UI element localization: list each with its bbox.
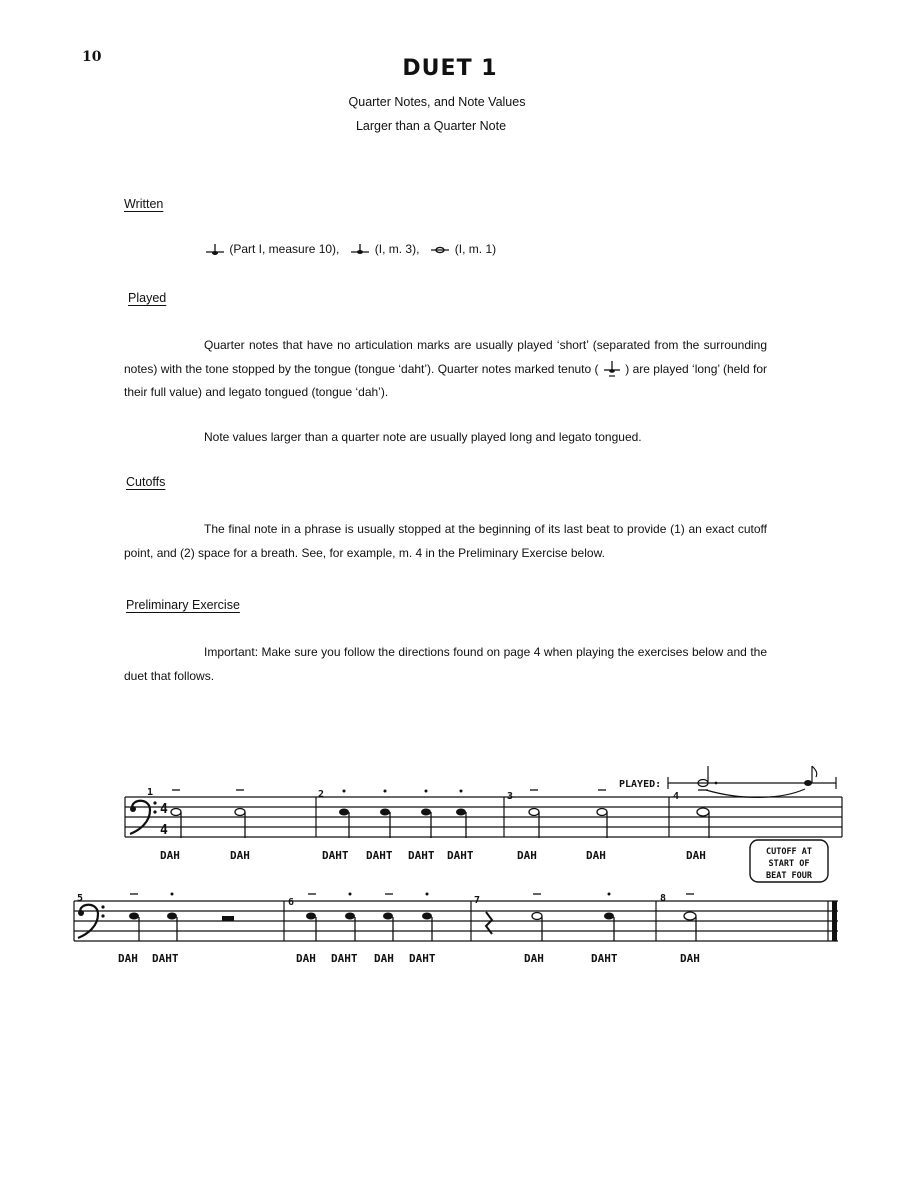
quarter-note (383, 913, 393, 920)
syllable: DAHT (331, 952, 358, 965)
half-note (171, 809, 181, 816)
syllable: DAHT (152, 952, 179, 965)
played-label: PLAYED: (619, 779, 662, 790)
staccato-dot (384, 790, 387, 793)
staff-row-2 (74, 901, 838, 941)
syllable: DAHT (366, 849, 393, 862)
played-paragraph-1a: Quarter notes that have no articulation marks are usually played ‘short’ (separated from the surrounding notes) with the tone stopped by the tongue (tongue ‘daht’). Quarter notes marked tenuto ( (124, 338, 767, 376)
staff-row-1 (125, 797, 842, 837)
svg-text:4: 4 (160, 823, 168, 838)
played-paragraph-2: Note values larger than a quarter note are usually played long and legato tongued. (204, 430, 642, 444)
staccato-dot (349, 893, 352, 896)
syllable: DAH (586, 849, 606, 862)
quarter-note (422, 913, 432, 920)
cutoff-note-line-2: START OF (768, 859, 810, 869)
dotted-half-note (697, 808, 709, 816)
measure-number-2: 2 (318, 789, 325, 800)
quarter-note (129, 913, 139, 920)
staccato-dot (171, 893, 174, 896)
syllable: DAHT (409, 952, 436, 965)
syllable: DAHT (408, 849, 435, 862)
staccato-dot (608, 893, 611, 896)
half-note (597, 809, 607, 816)
syllable: DAH (686, 849, 706, 862)
quarter-note (380, 809, 390, 816)
staccato-dot (343, 790, 346, 793)
quarter-note (345, 913, 355, 920)
preliminary-paragraph: Important: Make sure you follow the directions found on page 4 when playing the exercises below and the duet that follows. (124, 645, 767, 683)
syllable: DAH (118, 952, 138, 965)
written-item-1: (Part I, measure 10), (229, 242, 340, 256)
written-item-2: (I, m. 3), (374, 242, 420, 256)
staccato-dot (425, 790, 428, 793)
heading-preliminary-exercise: Preliminary Exercise (126, 598, 240, 612)
quarter-note (421, 809, 431, 816)
syllable: DAH (160, 849, 180, 862)
heading-played: Played (128, 291, 167, 305)
measure-number-1: 1 (147, 787, 154, 798)
measure-number-6: 6 (288, 897, 295, 908)
syllable: DAH (230, 849, 250, 862)
half-note (684, 912, 696, 920)
played-paragraph-1b: ) are played ‘long’ (held for their full value) and legato tongued (tongue ‘dah’). (124, 361, 767, 399)
page-number: 10 (82, 49, 102, 65)
cutoff-note-line-1: CUTOFF AT (765, 847, 813, 857)
measure-number-5: 5 (77, 893, 84, 904)
heading-written: Written (124, 197, 164, 211)
subtitle-line-1: Quarter Notes, and Note Values (348, 95, 526, 109)
syllable: DAH (524, 952, 544, 965)
staccato-dot (460, 790, 463, 793)
syllable: DAHT (322, 849, 349, 862)
measure-number-7: 7 (474, 895, 481, 906)
measure-number-4: 4 (673, 791, 680, 802)
quarter-note (604, 913, 614, 920)
measure-number-8: 8 (660, 893, 667, 904)
cutoff-note-line-3: BEAT FOUR (765, 871, 813, 881)
time-signature (160, 802, 168, 838)
subtitle-line-2: Larger than a Quarter Note (355, 119, 507, 133)
cutoffs-paragraph: The final note in a phrase is usually stopped at the beginning of its last beat to provide (1) an exact cutoff point, and (2) space for a breath. See, for example, m. 4 in the Preliminary Exercise below. (124, 522, 767, 560)
half-rest-icon (222, 916, 234, 921)
heading-cutoffs: Cutoffs (126, 475, 166, 489)
syllable: DAH (517, 849, 537, 862)
quarter-note (339, 809, 349, 816)
page-title: DUET 1 (402, 56, 498, 81)
quarter-note (456, 809, 466, 816)
measure-number-3: 3 (507, 791, 514, 802)
final-barline (832, 901, 837, 941)
half-note (235, 809, 245, 816)
quarter-note (167, 913, 177, 920)
syllable: DAHT (447, 849, 474, 862)
half-note (529, 809, 539, 816)
syllable: DAH (374, 952, 394, 965)
syllable: DAHT (591, 952, 618, 965)
written-item-3: (I, m. 1) (454, 242, 497, 256)
quarter-note (306, 913, 316, 920)
half-note (532, 913, 542, 920)
staccato-dot (426, 893, 429, 896)
svg-text:4: 4 (160, 802, 168, 817)
syllable: DAH (680, 952, 700, 965)
syllable: DAH (296, 952, 316, 965)
